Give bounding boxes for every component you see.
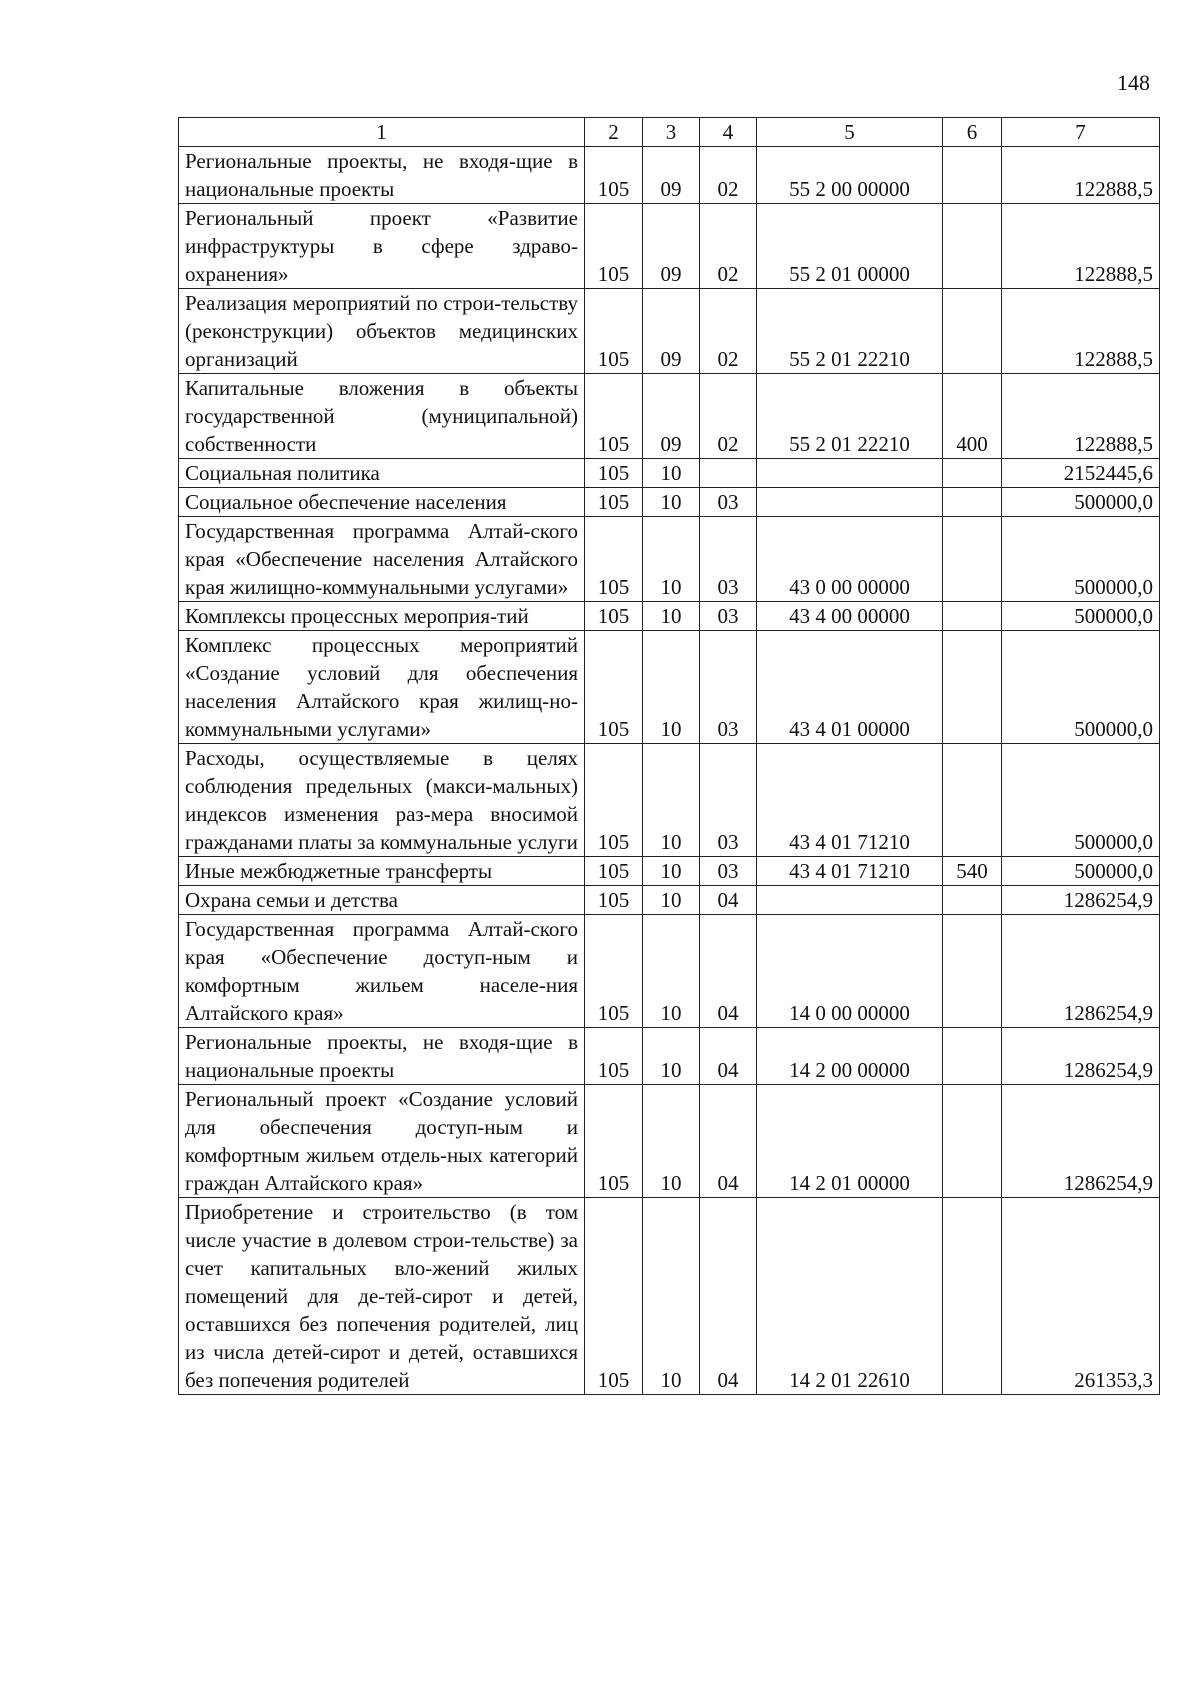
row-name-cell: Иные межбюджетные трансферты bbox=[179, 857, 585, 886]
row-name-cell: Приобретение и строительство (в том числе участие в долевом строи-тельстве) за счет капитальных вло-жений жилых помещений для де-тей-сирот и детей, оставшихся без попечения родителей, лиц из числа детей-сирот и детей, оставшихся без попечения родителей bbox=[179, 1198, 585, 1395]
row-rz-cell: 10 bbox=[643, 517, 700, 602]
row-rz-cell: 09 bbox=[643, 204, 700, 289]
row-ved-cell: 105 bbox=[585, 517, 643, 602]
budget-table bbox=[178, 117, 1160, 1395]
row-sum-cell: 1286254,9 bbox=[1002, 1028, 1160, 1085]
row-rz-cell: 09 bbox=[643, 147, 700, 204]
table-row bbox=[179, 857, 1160, 886]
row-sum-cell: 500000,0 bbox=[1002, 602, 1160, 631]
row-sum-cell: 122888,5 bbox=[1002, 289, 1160, 374]
row-rz-cell: 10 bbox=[643, 1028, 700, 1085]
header-cell: 5 bbox=[757, 118, 943, 147]
row-rz-cell: 10 bbox=[643, 459, 700, 488]
row-vr-cell: 540 bbox=[943, 857, 1002, 886]
row-ved-cell: 105 bbox=[585, 289, 643, 374]
row-name-cell: Комплексы процессных мероприя-тий bbox=[179, 602, 585, 631]
row-vr-cell bbox=[943, 1198, 1002, 1395]
row-ved-cell: 105 bbox=[585, 915, 643, 1028]
header-cell: 2 bbox=[585, 118, 643, 147]
table-row bbox=[179, 147, 1160, 204]
row-csr-cell: 43 0 00 00000 bbox=[757, 517, 943, 602]
row-pr-cell: 04 bbox=[700, 1085, 757, 1198]
table-row bbox=[179, 459, 1160, 488]
row-pr-cell: 04 bbox=[700, 886, 757, 915]
table-row bbox=[179, 631, 1160, 744]
table-row bbox=[179, 1028, 1160, 1085]
row-vr-cell: 400 bbox=[943, 374, 1002, 459]
row-name-cell: Региональный проект «Развитие инфраструктуры в сфере здраво-охранения» bbox=[179, 204, 585, 289]
row-ved-cell: 105 bbox=[585, 488, 643, 517]
row-csr-cell: 43 4 01 00000 bbox=[757, 631, 943, 744]
row-sum-cell: 500000,0 bbox=[1002, 857, 1160, 886]
row-rz-cell: 10 bbox=[643, 744, 700, 857]
row-csr-cell bbox=[757, 459, 943, 488]
row-csr-cell: 43 4 01 71210 bbox=[757, 857, 943, 886]
row-vr-cell bbox=[943, 915, 1002, 1028]
table-row bbox=[179, 488, 1160, 517]
row-name-cell: Комплекс процессных мероприятий «Создание условий для обеспечения населения Алтайского края жилищ-но-коммунальными услугами» bbox=[179, 631, 585, 744]
row-pr-cell bbox=[700, 459, 757, 488]
row-rz-cell: 10 bbox=[643, 857, 700, 886]
row-sum-cell: 122888,5 bbox=[1002, 147, 1160, 204]
table-row bbox=[179, 374, 1160, 459]
row-csr-cell bbox=[757, 886, 943, 915]
table-row bbox=[179, 602, 1160, 631]
row-vr-cell bbox=[943, 744, 1002, 857]
row-sum-cell: 500000,0 bbox=[1002, 744, 1160, 857]
row-csr-cell: 14 2 01 22610 bbox=[757, 1198, 943, 1395]
row-csr-cell: 55 2 01 00000 bbox=[757, 204, 943, 289]
header-cell: 6 bbox=[943, 118, 1002, 147]
row-name-cell: Региональный проект «Создание условий для обеспечения доступ-ным и комфортным жильем отдель-ных категорий граждан Алтайского края» bbox=[179, 1085, 585, 1198]
row-ved-cell: 105 bbox=[585, 857, 643, 886]
row-name-cell: Региональные проекты, не входя-щие в национальные проекты bbox=[179, 1028, 585, 1085]
row-sum-cell: 500000,0 bbox=[1002, 517, 1160, 602]
table-row bbox=[179, 1085, 1160, 1198]
row-vr-cell bbox=[943, 1085, 1002, 1198]
row-name-cell: Социальная политика bbox=[179, 459, 585, 488]
row-vr-cell bbox=[943, 488, 1002, 517]
header-cell: 4 bbox=[700, 118, 757, 147]
row-name-cell: Реализация мероприятий по строи-тельству (реконструкции) объектов медицинских организаций bbox=[179, 289, 585, 374]
row-ved-cell: 105 bbox=[585, 631, 643, 744]
row-vr-cell bbox=[943, 1028, 1002, 1085]
row-rz-cell: 09 bbox=[643, 289, 700, 374]
row-vr-cell bbox=[943, 147, 1002, 204]
row-pr-cell: 02 bbox=[700, 289, 757, 374]
row-sum-cell: 122888,5 bbox=[1002, 204, 1160, 289]
header-row bbox=[179, 118, 1160, 147]
row-name-cell: Расходы, осуществляемые в целях соблюдения предельных (макси-мальных) индексов изменения раз-мера вносимой гражданами платы за коммунальные услуги bbox=[179, 744, 585, 857]
row-rz-cell: 10 bbox=[643, 631, 700, 744]
row-sum-cell: 2152445,6 bbox=[1002, 459, 1160, 488]
row-pr-cell: 03 bbox=[700, 488, 757, 517]
row-pr-cell: 03 bbox=[700, 631, 757, 744]
row-sum-cell: 122888,5 bbox=[1002, 374, 1160, 459]
row-pr-cell: 03 bbox=[700, 602, 757, 631]
row-csr-cell: 14 2 01 00000 bbox=[757, 1085, 943, 1198]
row-vr-cell bbox=[943, 459, 1002, 488]
row-ved-cell: 105 bbox=[585, 204, 643, 289]
row-vr-cell bbox=[943, 289, 1002, 374]
row-ved-cell: 105 bbox=[585, 1028, 643, 1085]
row-ved-cell: 105 bbox=[585, 1085, 643, 1198]
row-vr-cell bbox=[943, 517, 1002, 602]
row-sum-cell: 1286254,9 bbox=[1002, 915, 1160, 1028]
header-cell: 1 bbox=[179, 118, 585, 147]
row-pr-cell: 03 bbox=[700, 517, 757, 602]
table-row bbox=[179, 1198, 1160, 1395]
page-number: 148 bbox=[1117, 70, 1150, 95]
row-name-cell: Капитальные вложения в объекты государственной (муниципальной) собственности bbox=[179, 374, 585, 459]
row-rz-cell: 10 bbox=[643, 1085, 700, 1198]
row-csr-cell: 43 4 01 71210 bbox=[757, 744, 943, 857]
row-ved-cell: 105 bbox=[585, 459, 643, 488]
row-rz-cell: 10 bbox=[643, 1198, 700, 1395]
header-cell: 3 bbox=[643, 118, 700, 147]
row-ved-cell: 105 bbox=[585, 147, 643, 204]
row-csr-cell: 55 2 00 00000 bbox=[757, 147, 943, 204]
row-pr-cell: 03 bbox=[700, 744, 757, 857]
table-row bbox=[179, 517, 1160, 602]
row-name-cell: Охрана семьи и детства bbox=[179, 886, 585, 915]
row-sum-cell: 1286254,9 bbox=[1002, 886, 1160, 915]
row-name-cell: Государственная программа Алтай-ского края «Обеспечение доступ-ным и комфортным жильем населе-ния Алтайского края» bbox=[179, 915, 585, 1028]
table-row bbox=[179, 289, 1160, 374]
row-name-cell: Региональные проекты, не входя-щие в национальные проекты bbox=[179, 147, 585, 204]
row-sum-cell: 1286254,9 bbox=[1002, 1085, 1160, 1198]
header-cell: 7 bbox=[1002, 118, 1160, 147]
row-csr-cell: 14 0 00 00000 bbox=[757, 915, 943, 1028]
row-pr-cell: 02 bbox=[700, 374, 757, 459]
row-csr-cell: 14 2 00 00000 bbox=[757, 1028, 943, 1085]
row-pr-cell: 04 bbox=[700, 915, 757, 1028]
row-pr-cell: 04 bbox=[700, 1028, 757, 1085]
row-csr-cell: 55 2 01 22210 bbox=[757, 289, 943, 374]
row-rz-cell: 10 bbox=[643, 886, 700, 915]
row-sum-cell: 500000,0 bbox=[1002, 631, 1160, 744]
row-sum-cell: 500000,0 bbox=[1002, 488, 1160, 517]
row-vr-cell bbox=[943, 631, 1002, 744]
row-ved-cell: 105 bbox=[585, 602, 643, 631]
row-vr-cell bbox=[943, 886, 1002, 915]
table-row bbox=[179, 915, 1160, 1028]
row-pr-cell: 02 bbox=[700, 204, 757, 289]
row-csr-cell: 43 4 00 00000 bbox=[757, 602, 943, 631]
row-vr-cell bbox=[943, 602, 1002, 631]
row-pr-cell: 03 bbox=[700, 857, 757, 886]
row-csr-cell bbox=[757, 488, 943, 517]
row-vr-cell bbox=[943, 204, 1002, 289]
row-name-cell: Государственная программа Алтай-ского края «Обеспечение населения Алтайского края жилищно-коммунальными услугами» bbox=[179, 517, 585, 602]
row-ved-cell: 105 bbox=[585, 744, 643, 857]
row-rz-cell: 10 bbox=[643, 602, 700, 631]
row-rz-cell: 10 bbox=[643, 488, 700, 517]
row-ved-cell: 105 bbox=[585, 374, 643, 459]
row-rz-cell: 10 bbox=[643, 915, 700, 1028]
table-row bbox=[179, 886, 1160, 915]
row-ved-cell: 105 bbox=[585, 1198, 643, 1395]
row-ved-cell: 105 bbox=[585, 886, 643, 915]
row-pr-cell: 04 bbox=[700, 1198, 757, 1395]
row-csr-cell: 55 2 01 22210 bbox=[757, 374, 943, 459]
row-rz-cell: 09 bbox=[643, 374, 700, 459]
table-row bbox=[179, 744, 1160, 857]
table-row bbox=[179, 204, 1160, 289]
row-sum-cell: 261353,3 bbox=[1002, 1198, 1160, 1395]
row-name-cell: Социальное обеспечение населения bbox=[179, 488, 585, 517]
row-pr-cell: 02 bbox=[700, 147, 757, 204]
